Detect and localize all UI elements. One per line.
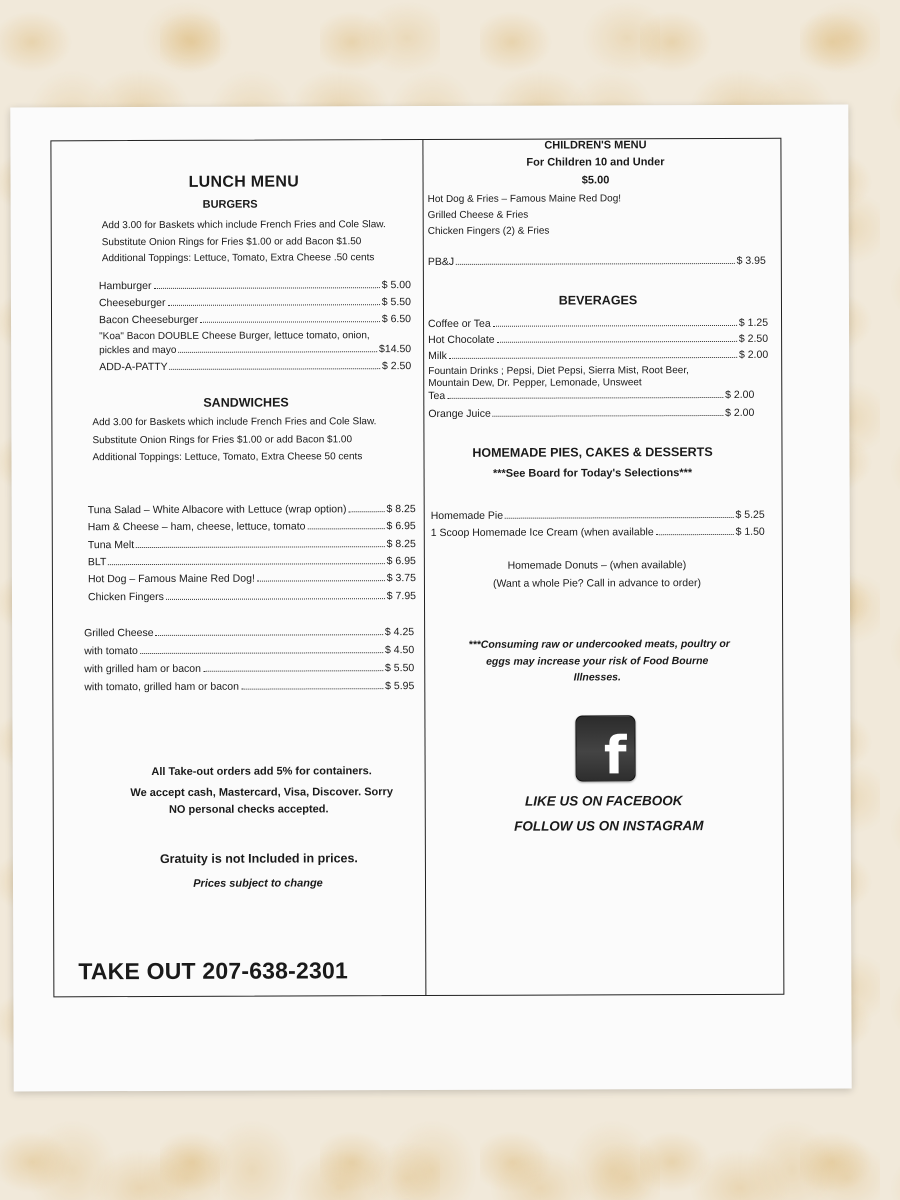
menu-item-row [431, 509, 765, 522]
menu-item-row [99, 279, 411, 292]
beverages-heading: BEVERAGES [558, 293, 638, 308]
item-price: $ 5.50 [385, 662, 415, 675]
item-name: Hot Dog – Famous Maine Red Dog! [87, 572, 255, 586]
menu-item-row [428, 407, 754, 420]
menu-item-row [84, 662, 414, 675]
item-price: $ 2.50 [738, 332, 769, 345]
item-name: Cheeseburger [98, 296, 166, 310]
item-name: with tomato, grilled ham or bacon [84, 680, 240, 694]
right-column [423, 139, 783, 995]
food-warning: eggs may increase your risk of Food Bourne [486, 655, 709, 668]
item-name: PB&J [427, 255, 455, 269]
sandwiches-note: Additional Toppings: Lettuce, Tomato, Extra Cheese 50 cents [92, 451, 363, 464]
burgers-note: Substitute Onion Rings for Fries $1.00 or add Bacon $1.50 [101, 236, 362, 249]
item-price: $ 2.00 [725, 406, 755, 419]
menu-paper [10, 105, 851, 1092]
payment-note: NO personal checks accepted. [168, 803, 329, 816]
item-price: $ 1.25 [738, 316, 769, 329]
item-name: Hamburger [98, 279, 152, 293]
menu-item-row [88, 590, 416, 603]
childrens-menu-heading: CHILDREN'S MENU [544, 139, 647, 152]
item-name: with tomato [84, 645, 138, 658]
item-price: $ 5.50 [381, 296, 411, 309]
menu-item-row [99, 343, 411, 356]
item-price: $ 4.25 [384, 626, 415, 639]
takeout-container-note: All Take-out orders add 5% for containers. [151, 765, 372, 778]
item-price: $ 4.50 [384, 644, 415, 657]
childrens-item: Chicken Fingers (2) & Fries [427, 225, 550, 238]
menu-item-row [428, 349, 768, 362]
menu-item-row [88, 503, 416, 516]
food-warning: ***Consuming raw or undercooked meats, poultry or [468, 637, 730, 651]
menu-item-row [88, 572, 416, 585]
burgers-note: Additional Toppings: Lettuce, Tomato, Extra Cheese .50 cents [101, 252, 375, 265]
sandwiches-note: Add 3.00 for Baskets which include French Fries and Cole Slaw. [92, 416, 377, 429]
left-column [51, 140, 425, 996]
item-name: Homemade Pie [430, 509, 504, 523]
whole-pie-note: (Want a whole Pie? Call in advance to order) [492, 577, 701, 590]
takeout-phone: TAKE OUT 207-638-2301 [78, 957, 349, 985]
item-name: Orange Juice [428, 407, 491, 421]
sandwiches-heading: SANDWICHES [203, 395, 289, 410]
menu-item-row [99, 313, 411, 326]
menu-item-row [428, 333, 768, 346]
item-price: $ 5.95 [385, 680, 415, 693]
item-price: $ 3.95 [736, 254, 766, 267]
item-name: Bacon Cheeseburger [99, 313, 199, 327]
childrens-menu-price: $5.00 [581, 174, 610, 187]
menu-item-row [88, 555, 416, 568]
item-price: $ 6.95 [386, 555, 416, 568]
menu-item-row [428, 317, 768, 330]
sandwiches-note: Substitute Onion Rings for Fries $1.00 or add Bacon $1.00 [92, 434, 353, 447]
donuts-note: Homemade Donuts – (when available) [507, 559, 687, 572]
menu-item-row [84, 626, 414, 639]
item-name: pickles and mayo [99, 344, 177, 357]
item-price: $ 2.00 [725, 388, 755, 401]
item-name: "Koa" Bacon DOUBLE Cheese Burger, lettuce tomato, onion, [99, 330, 370, 343]
menu-item-row [431, 526, 765, 539]
fountain-drinks-text: Fountain Drinks ; Pepsi, Diet Pepsi, Sierra Mist, Root Beer, [428, 365, 689, 378]
menu-item-row [88, 520, 416, 533]
menu-item-row [84, 680, 414, 693]
desserts-heading: HOMEMADE PIES, CAKES & DESSERTS [472, 445, 713, 460]
item-name: ADD-A-PATTY [99, 360, 168, 374]
item-name: 1 Scoop Homemade Ice Cream (when available [430, 526, 654, 540]
item-price: $ 5.25 [735, 508, 765, 521]
burgers-note: Add 3.00 for Baskets which include French Fries and Cole Slaw. [101, 219, 386, 232]
food-warning: Illnesses. [573, 671, 621, 684]
item-name: Ham & Cheese – ham, cheese, lettuce, tomato [87, 520, 306, 534]
menu-item-row [88, 538, 416, 551]
item-price: $ 8.25 [386, 538, 416, 551]
desserts-sub: ***See Board for Today's Selections*** [492, 467, 693, 480]
item-price: $ 1.50 [735, 525, 765, 538]
menu-item-row [428, 255, 766, 268]
item-price: $14.50 [378, 343, 412, 356]
item-price: $ 7.95 [386, 590, 417, 603]
item-price: $ 2.50 [381, 360, 412, 373]
childrens-item: Grilled Cheese & Fries [427, 209, 529, 222]
item-name: BLT [87, 556, 107, 569]
payment-note: We accept cash, Mastercard, Visa, Discover. Sorry [130, 786, 393, 800]
fountain-drinks-text: Mountain Dew, Dr. Pepper, Lemonade, Unsweet [428, 377, 642, 390]
item-price: $ 2.00 [738, 348, 769, 361]
item-price: $ 3.75 [386, 572, 416, 585]
item-name: Coffee or Tea [428, 317, 491, 331]
menu-item-row [84, 644, 414, 657]
item-price: $ 6.95 [386, 520, 416, 533]
lunch-menu-title: LUNCH MENU [188, 173, 300, 191]
instagram-text: FOLLOW US ON INSTAGRAM [514, 818, 704, 834]
item-price: $ 6.50 [381, 313, 412, 326]
item-name: Chicken Fingers [87, 590, 164, 604]
item-name: Hot Chocolate [428, 333, 495, 347]
menu-item-row [99, 296, 411, 309]
item-name: Milk [428, 349, 447, 363]
gratuity-note: Gratuity is not Included in prices. [159, 851, 358, 866]
item-name: Tea [428, 389, 446, 403]
facebook-text: LIKE US ON FACEBOOK [524, 793, 683, 809]
burgers-heading: BURGERS [202, 198, 258, 211]
prices-change-note: Prices subject to change [193, 877, 323, 890]
childrens-item: Hot Dog & Fries – Famous Maine Red Dog! [427, 193, 622, 206]
item-name: with grilled ham or bacon [84, 662, 202, 676]
item-name: Tuna Melt [87, 539, 135, 552]
item-name: Tuna Salad – White Albacore with Lettuce (wrap option) [87, 503, 347, 517]
menu-frame [50, 138, 784, 998]
menu-item-row [99, 360, 411, 373]
facebook-icon: f [575, 715, 635, 781]
item-price: $ 5.00 [381, 279, 411, 292]
item-price: $ 8.25 [386, 503, 416, 516]
menu-item-row [428, 389, 754, 402]
childrens-menu-sub: For Children 10 and Under [526, 156, 665, 169]
item-name: Grilled Cheese [84, 626, 154, 640]
